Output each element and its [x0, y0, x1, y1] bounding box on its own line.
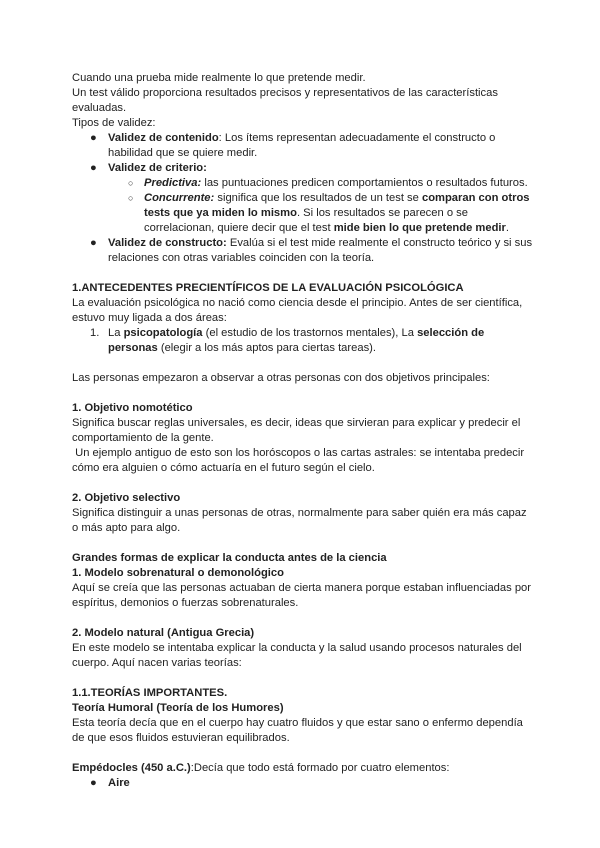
list-number: 1. [90, 327, 100, 339]
construct-validity-label: Validez de constructo: [108, 237, 227, 249]
empedocles-paragraph [72, 761, 534, 776]
concurrent-bold-2: mide bien lo que pretende medir [333, 222, 506, 234]
circle-bullet-icon: ○ [128, 178, 134, 188]
teorias-title: 1.1.TEORÍAS IMPORTANTES. [72, 687, 228, 699]
list-item-predictive [72, 176, 534, 191]
bullet-icon: ● [90, 237, 97, 249]
teoria-humoral-title: Teoría Humoral (Teoría de los Humores) [72, 702, 284, 714]
selectivo-title: 2. Objetivo selectivo [72, 492, 181, 504]
concurrent-label: Concurrente: [144, 192, 215, 204]
modelo-sobrenatural-title: 1. Modelo sobrenatural o demonológico [72, 567, 284, 579]
areas-text-3: (elegir a los más aptos para ciertas tareas). [157, 342, 376, 354]
modelo-sobrenatural-text: Aquí se creía que las personas actuaban de cierta manera porque estaban influenciadas por espíritus, demonios o fuerzas sobrenaturales. [72, 582, 531, 609]
nomotetico-title: 1. Objetivo nomotético [72, 402, 193, 414]
document-body [72, 71, 534, 791]
list-item-construct-validity [72, 236, 534, 266]
criterion-sublist [72, 176, 534, 236]
empedocles-label: Empédocles (450 a.C.) [72, 762, 191, 774]
concurrent-text-1: significa que los resultados de un test se [214, 192, 422, 204]
antecedentes-intro: La evaluación psicológica no nació como ciencia desde el principio. Antes de ser científica, estuvo muy ligada a dos áreas: [72, 297, 523, 324]
areas-text-2: (el estudio de los trastornos mentales), La [202, 327, 418, 339]
bullet-icon: ● [90, 132, 97, 144]
observar-paragraph: Las personas empezaron a observar a otras personas con dos objetivos principales: [72, 372, 490, 384]
intro-line-1: Cuando una prueba mide realmente lo que pretende medir. [72, 72, 366, 84]
formas-title: Grandes formas de explicar la conducta antes de la ciencia [72, 552, 387, 564]
bullet-icon: ● [90, 777, 97, 789]
predictive-text: las puntuaciones predicen comportamientos o resultados futuros. [201, 177, 528, 189]
psicopatologia-term: psicopatología [123, 327, 203, 339]
concurrent-text-2: . Si los resultados se parecen o se correlacionan, quiere decir que el test [144, 207, 468, 234]
list-item-aire [72, 776, 534, 791]
concurrent-text-3: . [505, 222, 509, 234]
empedocles-text: :Decía que todo está formado por cuatro elementos: [190, 762, 450, 774]
construct-validity-text: Evalúa si el test mide realmente el constructo teórico y si sus relaciones con otras variables coinciden con la teoría. [108, 237, 533, 264]
elemento-aire: Aire [108, 777, 130, 789]
areas-text-1: La [108, 327, 124, 339]
areas-list [72, 326, 534, 356]
list-item-areas [72, 326, 534, 356]
circle-bullet-icon: ○ [128, 193, 134, 203]
validity-list [72, 131, 534, 266]
seleccion-term: selección de personas [108, 327, 485, 354]
modelo-natural-text: En este modelo se intentaba explicar la conducta y la salud usando procesos naturales del cuerpo. Aquí nacen varias teorías: [72, 642, 522, 669]
nomotetico-example: Un ejemplo antiguo de esto son los horóscopos o las cartas astrales: se intentaba predecir cómo era alguien o cómo actuaría en el futuro según el cielo. [72, 447, 528, 474]
criterion-validity-label: Validez de criterio: [108, 162, 207, 174]
validity-types-title: Tipos de validez: [72, 117, 156, 129]
list-item-content-validity [72, 131, 534, 161]
elementos-list [72, 776, 534, 791]
section-title-antecedentes: 1.ANTECEDENTES PRECIENTÍFICOS DE LA EVALUACIÓN PSICOLÓGICA [72, 282, 464, 294]
intro-line-2: Un test válido proporciona resultados precisos y representativos de las características evaluadas. [72, 87, 498, 114]
predictive-label: Predictiva: [144, 177, 202, 189]
modelo-natural-title: 2. Modelo natural (Antigua Grecia) [72, 627, 255, 639]
bullet-icon: ● [90, 162, 97, 174]
list-item-criterion-validity [72, 161, 534, 236]
content-validity-label: Validez de contenido [108, 132, 219, 144]
concurrent-bold-1: comparan con otros tests que ya miden lo mismo [144, 192, 530, 219]
list-item-concurrent [72, 191, 534, 236]
teoria-humoral-text: Esta teoría decía que en el cuerpo hay cuatro fluidos y que estar sano o enfermo dependía de que esos fluidos estuvieran equilibrados. [72, 717, 523, 744]
content-validity-text: : Los ítems representan adecuadamente el constructo o habilidad que se quiere medir. [108, 132, 496, 159]
selectivo-text: Significa distinguir a unas personas de otras, normalmente para saber quién era más capaz o más apto para algo. [72, 507, 527, 534]
nomotetico-text: Significa buscar reglas universales, es decir, ideas que sirvieran para explicar y predecir el comportamiento de la gente. [72, 417, 521, 444]
